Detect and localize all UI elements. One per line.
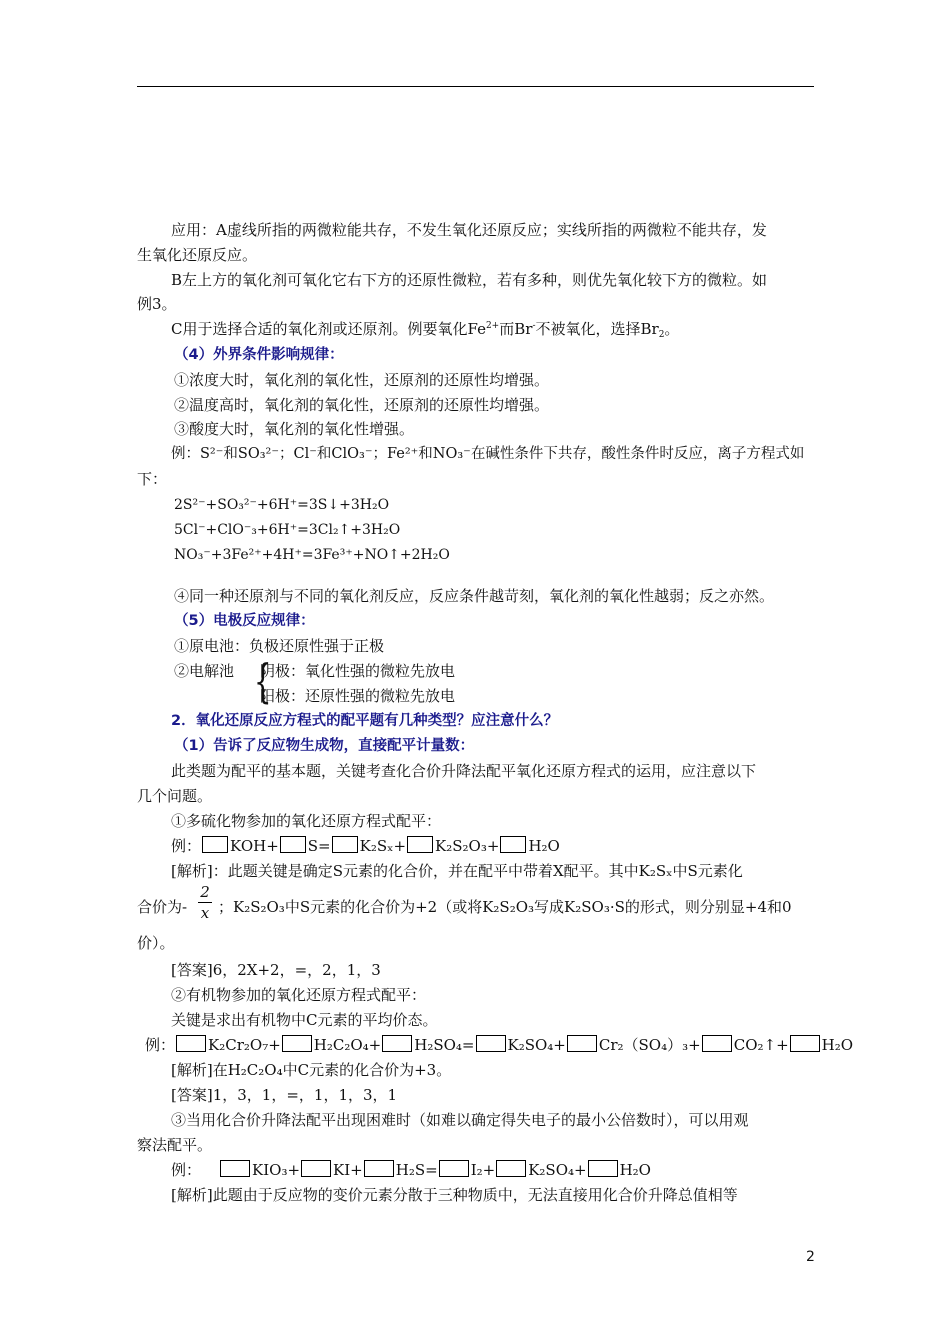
text-line: 阳极：还原性强的微粒先放电 <box>260 687 456 705</box>
text-line: 阴极：氧化性强的微粒先放电 <box>260 662 456 680</box>
blank-box <box>364 1160 394 1177</box>
blank-box <box>790 1035 820 1052</box>
text-line: B左上方的氧化剂可氧化它右下方的还原性微粒，若有多种，则优先氧化较下方的微粒。如 <box>171 271 768 289</box>
blank-box <box>220 1160 250 1177</box>
section-heading: （4）外界条件影响规律： <box>174 347 344 363</box>
fraction: 2 x <box>198 883 212 922</box>
text-line: 应用：A虚线所指的两微粒能共存，不发生氧化还原反应；实线所指的两微粒不能共存，发 <box>171 221 767 239</box>
blank-box <box>567 1035 597 1052</box>
text-line: C用于选择合适的氧化剂或还原剂。例要氧化$Fe^{2+}$而Br-不被氧化，选择$Br_2$。 <box>171 320 680 340</box>
header-rule <box>137 86 814 87</box>
text-line: ①原电池：负极还原性强于正极 <box>174 637 385 655</box>
text-line: 关键是求出有机物中C元素的平均价态。 <box>171 1011 438 1029</box>
equation: 5Cl⁻+ClO⁻₃+6H⁺=3Cl₂↑+3H₂O <box>174 522 401 538</box>
text-line: 生氧化还原反应。 <box>137 246 258 264</box>
blank-box <box>176 1035 206 1052</box>
text-line: 例3。 <box>137 295 177 313</box>
blank-box <box>439 1160 469 1177</box>
text-line: 察法配平。 <box>137 1136 213 1154</box>
text-line: [解析]：此题关键是确定S元素的化合价，并在配平中带着X配平。其中K₂Sₓ中S元素化 <box>171 862 743 880</box>
blank-box <box>588 1160 618 1177</box>
equation: 2S²⁻+SO₃²⁻+6H⁺=3S↓+3H₂O <box>174 497 390 513</box>
text-line: ③酸度大时，氧化剂的氧化性增强。 <box>174 420 415 438</box>
text-line: ②电解池 <box>174 662 235 680</box>
text-line: [解析]此题由于反应物的变价元素分散于三种物质中，无法直接用化合价升降总值相等 <box>171 1186 738 1204</box>
text-line: 例：S²⁻和SO₃²⁻；Cl⁻和ClO₃⁻；Fe²⁺和NO₃⁻在碱性条件下共存，酸性条件时反应，离子方程式如 <box>171 446 805 462</box>
text-line: ④同一种还原剂与不同的氧化剂反应，反应条件越苛刻，氧化剂的氧化性越弱；反之亦然。 <box>174 587 775 605</box>
blank-box <box>407 836 433 853</box>
brace-symbol: { <box>254 654 272 708</box>
text-line: ①浓度大时，氧化剂的氧化性，还原剂的还原性均增强。 <box>174 371 550 389</box>
blank-box <box>476 1035 506 1052</box>
blank-box <box>301 1160 331 1177</box>
blank-box <box>382 1035 412 1052</box>
text-line: 合价为- <box>137 898 188 916</box>
text-line: ；K₂S₂O₃中S元素的化合价为+2（或将K₂S₂O₃写成K₂SO₃·S的形式，则分别显+4和0 <box>218 898 792 916</box>
question-heading: 2．氧化还原反应方程式的配平题有几种类型？应注意什么？ <box>171 713 559 729</box>
example-equation: 例： KIO₃+ KI+ H₂S= I₂+ K₂SO₄+ H₂O <box>171 1161 651 1179</box>
text-line: 价）。 <box>137 934 175 952</box>
answer-line: [答案]6，2X+2，=，2，1，3 <box>171 961 381 979</box>
text-line: 此类题为配平的基本题，关键考查化合价升降法配平氧化还原方程式的运用，应注意以下 <box>171 762 757 780</box>
blank-box <box>500 836 526 853</box>
page-number: 2 <box>806 1249 815 1265</box>
text-line: ③当用化合价升降法配平出现困难时（如难以确定得失电子的最小公倍数时），可以用观 <box>171 1111 749 1129</box>
answer-line: [答案]1，3，1，=，1，1，3，1 <box>171 1086 398 1104</box>
example-equation: 例： KOH+ S= K₂Sₓ+ K₂S₂O₃+ H₂O <box>171 837 560 855</box>
example-equation: 例： K₂Cr₂O₇+ H₂C₂O₄+ H₂SO₄= K₂SO₄+ Cr₂（SO₄）₃+ CO₂↑+ H₂O <box>145 1036 854 1054</box>
blank-box <box>702 1035 732 1052</box>
blank-box <box>202 836 228 853</box>
text-line: ②有机物参加的氧化还原方程式配平： <box>171 986 427 1004</box>
blank-box <box>280 836 306 853</box>
text-line: 下： <box>137 470 168 488</box>
section-heading: （5）电极反应规律： <box>174 613 315 629</box>
equation: NO₃⁻+3Fe²⁺+4H⁺=3Fe³⁺+NO↑+2H₂O <box>174 547 450 563</box>
blank-box <box>282 1035 312 1052</box>
text-line: 几个问题。 <box>137 787 213 805</box>
blank-box <box>332 836 358 853</box>
section-heading: （1）告诉了反应物生成物，直接配平计量数： <box>174 738 475 754</box>
text-line: ①多硫化物参加的氧化还原方程式配平： <box>171 812 442 830</box>
text-line: [解析]在H₂C₂O₄中C元素的化合价为+3。 <box>171 1061 452 1079</box>
text-line: ②温度高时，氧化剂的氧化性，还原剂的还原性均增强。 <box>174 396 550 414</box>
blank-box <box>496 1160 526 1177</box>
